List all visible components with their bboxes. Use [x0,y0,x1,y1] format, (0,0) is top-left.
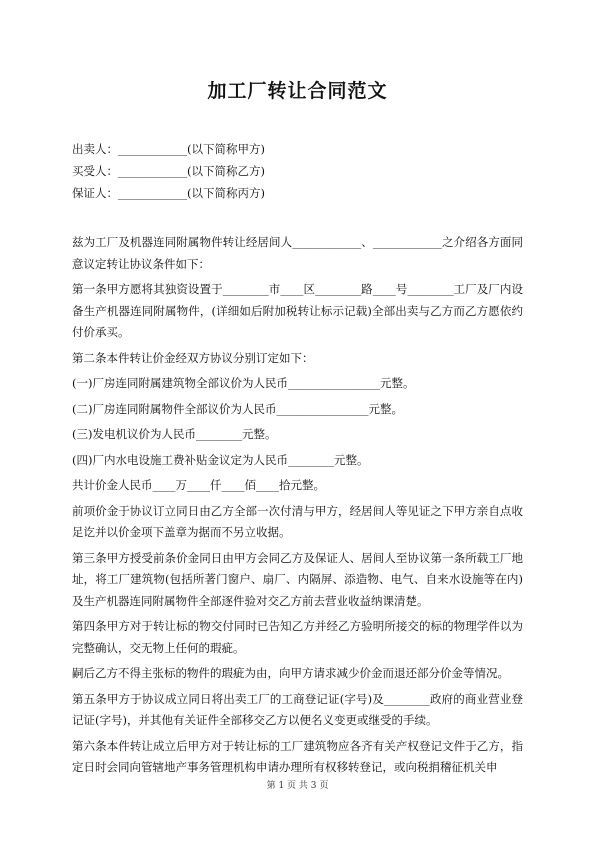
paragraph-article-6: 第六条本件转让成立后甲方对于转让标的工厂建筑物应各齐有关产权登记文件于乙方，指定日时会同向管辖地产事务管理机构申请办理所有权移转登记，或向税捐稽征机关申 [72,738,523,774]
guarantor-line: 保证人：____________(以下简称丙方) [72,186,265,200]
paragraph-article-3: 第三条甲方授受前条价金同日由甲方会同乙方及保证人、居间人至协议第一条所载工厂地址，将工厂建筑物(包括所著门窗户、扇厂、内隔屏、添造物、电气、自来水设施等在内)及生产机器连同附属物件全部逐件验对交乙方前去营业收益纳课清楚。 [72,550,523,608]
paragraph-total: 共计价金人民币____万____仟____佰____拾元整。 [72,478,325,492]
paragraph-article-1: 第一条甲方愿将其独资设置于________市____区________路____号________工厂及厂内设备生产机器连同附属物件，(详细如后附加税转让标示记载)全部出卖与乙方而乙方愿依约付价承买。 [72,282,523,339]
paragraph-item-1: (一)厂房连同附属建筑物全部议价为人民币________________元整。 [72,376,415,390]
parties-block [72,138,523,204]
paragraph-intro: 兹为工厂及机器连同附属物件转让经居间人____________、____________之介绍各方面同意议定转让协议条件如下： [72,235,523,271]
paragraph-article-4: 第四条甲方对于转让标的物交付同时已告知乙方并经乙方验明所接交的标的物理学件以为完整确认，交无物上任何的瑕疵。 [72,619,523,655]
buyer-line: 买受人：____________(以下简称乙方) [72,164,265,178]
contract-body [72,232,523,783]
paragraph-item-3: (三)发电机议价为人民币________元整。 [72,427,277,441]
paragraph-article-5: 第五条甲方于协议成立同日将出卖工厂的工商登记证(字号)及________政府的商业营业登记证(字号)，并其他有关证件全部移交乙方以便名义变更或继受的手续。 [72,691,523,727]
paragraph-no-defect-claim: 嗣后乙方不得主张标的物件的瑕疵为由，向甲方请求减少价金而退还部分价金等情况。 [72,666,509,680]
paragraph-item-2: (二)厂房连同附属物件全部议价为人民币________________元整。 [72,401,403,416]
paragraph-article-2: 第二条本件转让价金经双方协议分别订定如下： [72,350,314,365]
page-footer: 第 1 页 共 3 页 [266,781,329,791]
seller-line: 出卖人：____________(以下简称甲方) [72,142,265,156]
paragraph-payment: 前项价金于协议订立同日由乙方全部一次付清与甲方，经居间人等见证之下甲方亲自点收足讫并以价金项下盖章为据而不另立收据。 [72,503,523,539]
document-title: 加工厂转让合同范文 [207,80,388,102]
paragraph-item-4: (四)厂内水电设施工费补贴金议定为人民币________元整。 [72,452,369,467]
